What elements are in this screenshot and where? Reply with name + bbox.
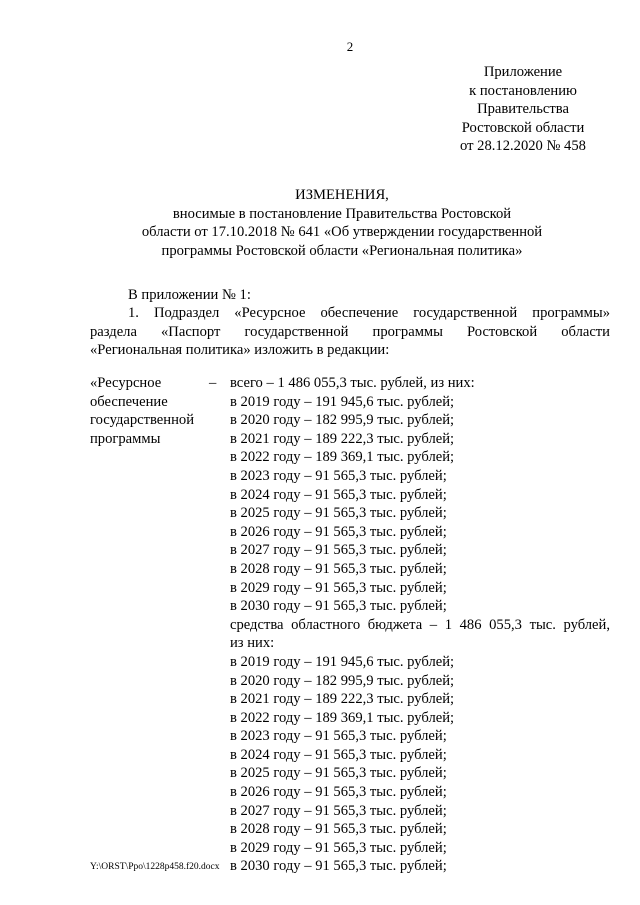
total-year-line: в 2020 году – 182 995,9 тыс. рублей; [230, 412, 455, 429]
regional-budget-line: средства областного бюджета – 1 486 055,3 тыс. рублей, [230, 616, 610, 633]
total-year-line: в 2027 году – 91 565,3 тыс. рублей; [230, 542, 447, 559]
total-year-line: в 2028 году – 91 565,3 тыс. рублей; [230, 560, 447, 577]
regional-year-line: в 2023 году – 91 565,3 тыс. рублей; [230, 728, 447, 745]
page-number: 2 [346, 39, 354, 54]
file-path-footer: Y:\ORST\Ppo\1228p458.f20.docx [90, 862, 220, 872]
title-heading: ИЗМЕНЕНИЯ, [295, 187, 389, 203]
paragraph-line: «Региональная политика» изложить в редакции: [90, 342, 390, 359]
title-line: области от 17.10.2018 № 641 «Об утверждении государственной [141, 224, 543, 241]
total-line: всего – 1 486 055,3 тыс. рублей, из них: [230, 375, 475, 391]
label-dash: – [209, 375, 217, 391]
label-line: программы [90, 430, 161, 447]
paragraph-line: 1. Подраздел «Ресурсное обеспечение государственной программы» [128, 305, 610, 321]
total-year-line: в 2023 году – 91 565,3 тыс. рублей; [230, 467, 447, 484]
resource-label [90, 374, 200, 448]
regional-year-line: в 2025 году – 91 565,3 тыс. рублей; [230, 765, 447, 782]
regional-year-line: в 2021 году – 189 222,3 тыс. рублей; [230, 691, 455, 708]
paragraph-line: раздела «Паспорт государственной программы Ростовской области [90, 323, 610, 340]
appendix-line: Приложение [483, 64, 563, 80]
regional-year-line: в 2026 году – 91 565,3 тыс. рублей; [230, 784, 447, 801]
label-line: «Ресурсное [90, 375, 162, 391]
total-year-line: в 2021 году – 189 222,3 тыс. рублей; [230, 430, 455, 447]
intro-heading [90, 286, 610, 305]
appendix-line: от 28.12.2020 № 458 [460, 138, 586, 154]
label-line: государственной [90, 412, 195, 429]
regional-year-line: в 2027 году – 91 565,3 тыс. рублей; [230, 802, 447, 819]
appendix-line: Ростовской области [461, 119, 585, 136]
regional-year-line: в 2019 году – 191 945,6 тыс. рублей; [230, 653, 455, 670]
regional-year-line: в 2024 году – 91 565,3 тыс. рублей; [230, 746, 447, 763]
total-year-line: в 2022 году – 189 369,1 тыс. рублей; [230, 449, 455, 466]
total-year-line: в 2024 году – 91 565,3 тыс. рублей; [230, 486, 447, 503]
appendix-line: к постановлению [469, 82, 577, 99]
regional-year-line: в 2028 году – 91 565,3 тыс. рублей; [230, 821, 447, 838]
appendix-line: Правительства [477, 101, 569, 117]
appendix-block [440, 63, 606, 156]
intro-line: В приложении № 1: [128, 287, 251, 303]
regional-budget-line: из них: [230, 635, 275, 652]
label-line: обеспечение [90, 393, 168, 410]
total-year-line: в 2025 году – 91 565,3 тыс. рублей; [230, 505, 447, 522]
total-year-line: в 2026 году – 91 565,3 тыс. рублей; [230, 523, 447, 540]
document-title [100, 186, 584, 261]
regional-year-line: в 2030 году – 91 565,3 тыс. рублей; [230, 858, 447, 875]
regional-year-line: в 2020 году – 182 995,9 тыс. рублей; [230, 672, 455, 689]
regional-year-line: в 2029 году – 91 565,3 тыс. рублей; [230, 839, 447, 856]
total-year-line: в 2029 году – 91 565,3 тыс. рублей; [230, 579, 447, 596]
regional-year-line: в 2022 году – 189 369,1 тыс. рублей; [230, 709, 455, 726]
title-line: программы Ростовской области «Региональная политика» [161, 243, 523, 260]
total-year-line: в 2030 году – 91 565,3 тыс. рублей; [230, 598, 447, 615]
title-line: вносимые в постановление Правительства Ростовской [172, 205, 512, 222]
resource-values [230, 374, 610, 876]
total-year-line: в 2019 году – 191 945,6 тыс. рублей; [230, 393, 455, 410]
intro-paragraph [90, 304, 610, 360]
